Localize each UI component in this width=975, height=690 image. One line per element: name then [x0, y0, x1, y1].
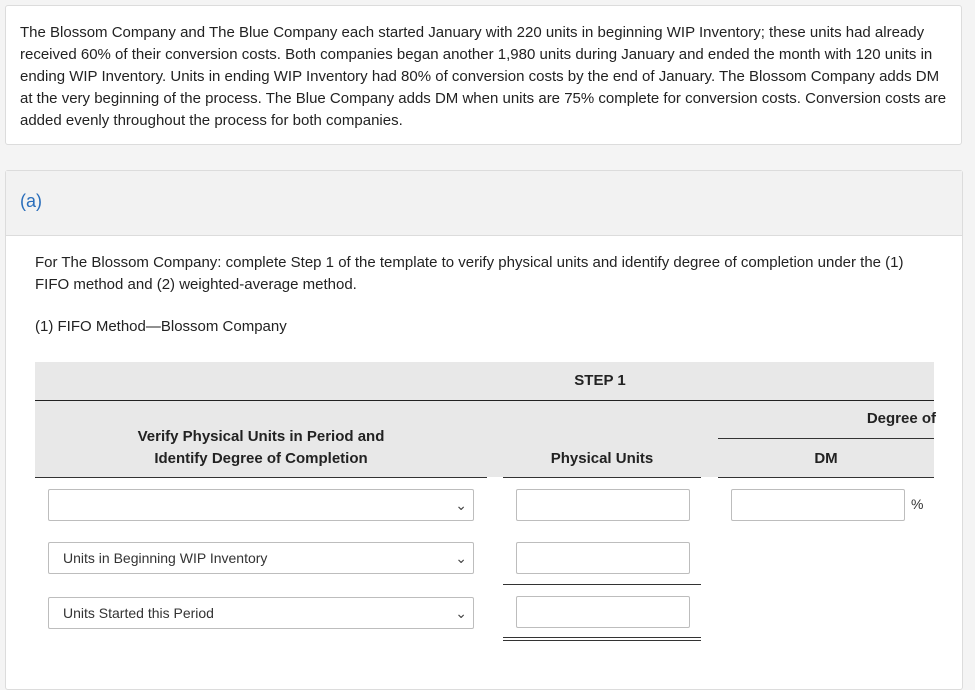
part-label: (a) [20, 191, 42, 211]
col-verify-header-line2: Identify Degree of Completion [154, 450, 368, 467]
row2-select-value: Units in Beginning WIP Inventory [63, 550, 268, 566]
col-dm-header: DM [814, 450, 838, 467]
step-label: STEP 1 [574, 372, 626, 389]
col-verify-header-line1: Verify Physical Units in Period and [137, 428, 385, 445]
row1-dm-percent-input[interactable] [731, 489, 905, 521]
part-a-header [6, 171, 962, 236]
chevron-down-icon: ⌄ [455, 497, 467, 513]
row2-physical-units-input[interactable] [516, 542, 690, 574]
row3-physical-units-input[interactable] [516, 596, 690, 628]
col-degree-of-header: Degree of [866, 410, 936, 427]
chevron-down-icon: ⌄ [455, 550, 467, 566]
row3-total-double-rule-top [503, 637, 701, 638]
row2-sum-rule [503, 584, 701, 585]
row3-category-select[interactable] [48, 597, 474, 629]
row1-category-select[interactable] [48, 489, 474, 521]
chevron-down-icon: ⌄ [455, 605, 467, 621]
method-title: (1) FIFO Method—Blossom Company [35, 318, 287, 335]
step-header-band [35, 362, 934, 400]
col-physical-underline [503, 477, 701, 478]
part-a-card [5, 170, 963, 690]
col-verify-underline [35, 477, 487, 478]
row1-physical-units-input[interactable] [516, 489, 690, 521]
problem-text: The Blossom Company and The Blue Company each started January with 220 units in beginning WIP Inventory; these units had already received 60% of their conversion costs. Both companies began another 1,980 units during January and ended the month with 120 units in ending WIP Inventory. Units in ending WIP Inventory had 80% of conversion costs by the end of January. The Blossom Company adds DM at the very beginning of the process. The Blue Company adds DM when units are 75% complete for conversion costs. Conversion costs are added evenly throughout the process for both companies. [20, 24, 947, 129]
degree-header-rule [718, 438, 934, 439]
instructions-text: For The Blossom Company: complete Step 1 of the template to verify physical units and identify degree of completion under the (1) FIFO method and (2) weighted-average method. [35, 254, 904, 293]
row3-select-value: Units Started this Period [63, 605, 214, 621]
row3-total-double-rule-bottom [503, 640, 701, 641]
problem-statement-card [5, 5, 962, 145]
col-physical-units-header: Physical Units [550, 450, 654, 467]
col-dm-underline [718, 477, 934, 478]
row2-category-select[interactable] [48, 542, 474, 574]
percent-sign: % [911, 496, 924, 512]
